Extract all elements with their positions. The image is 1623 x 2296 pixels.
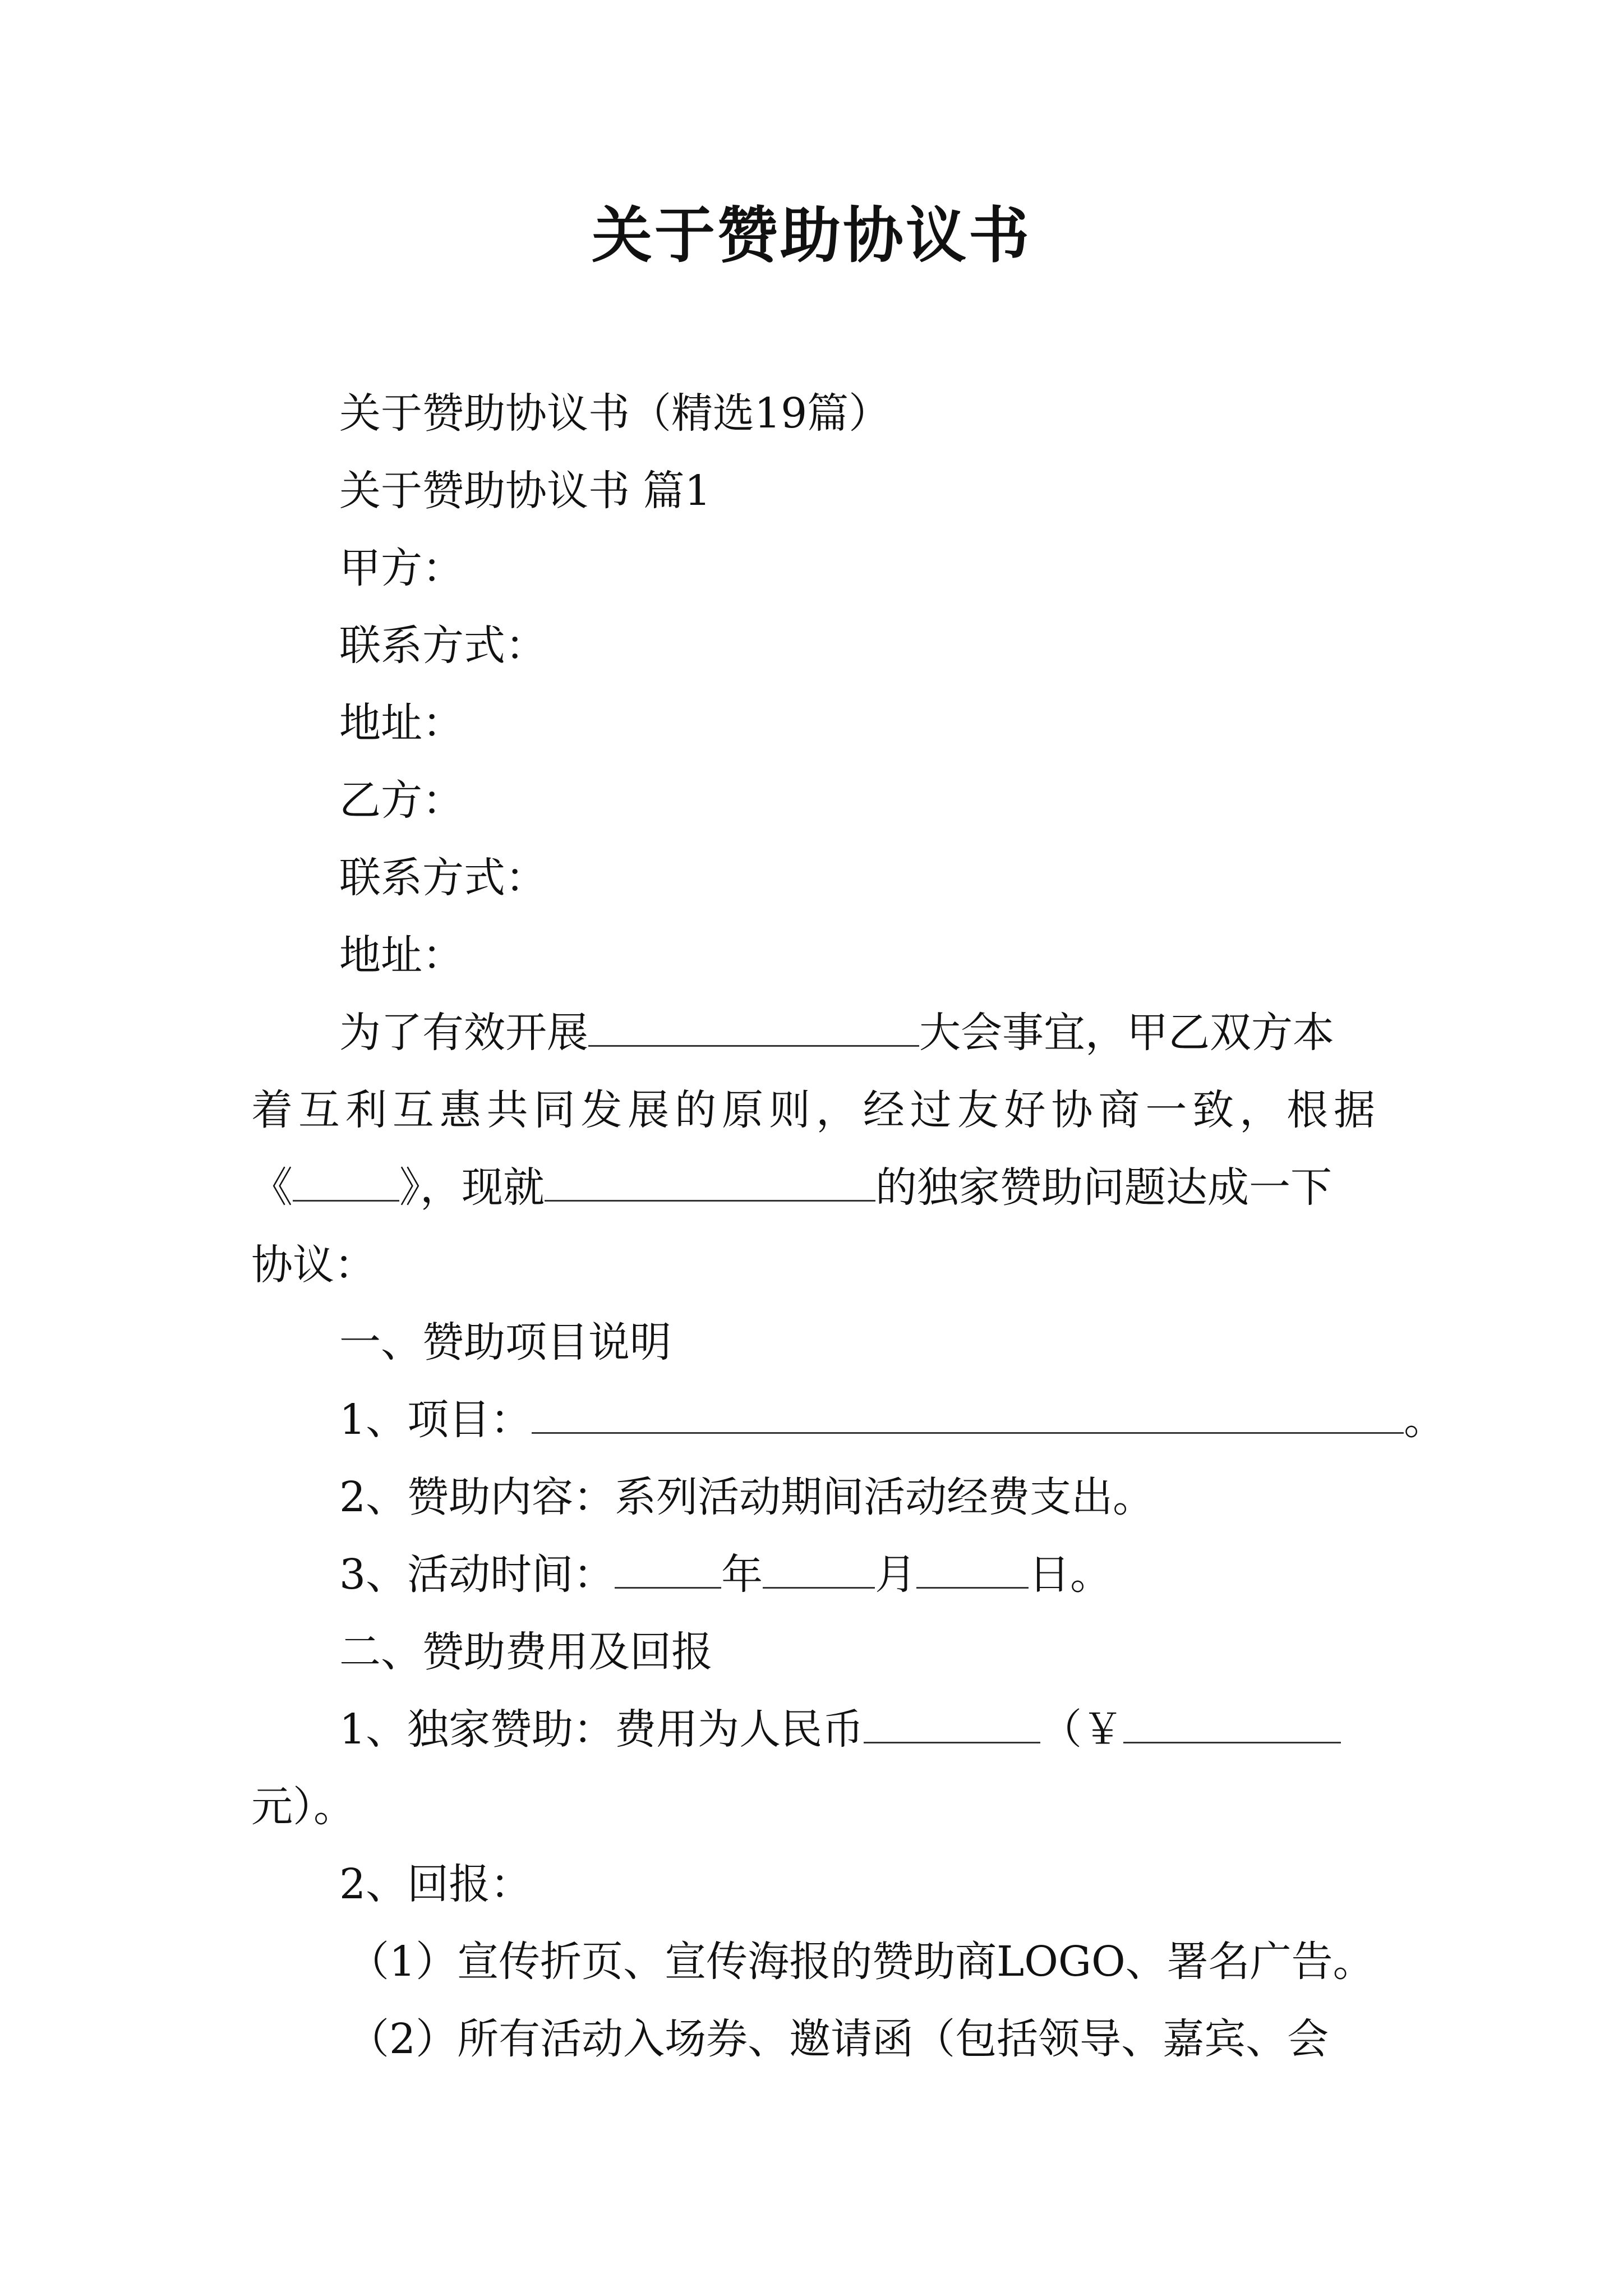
event-name-blank	[588, 1008, 919, 1047]
project-blank	[532, 1395, 1404, 1434]
month-blank	[763, 1550, 875, 1589]
party-b-address-label: 地址：	[339, 931, 464, 979]
intro-text: 的独家赞助问题达成一下	[875, 1163, 1332, 1212]
section-1-heading: 一、赞助项目说明	[339, 1318, 671, 1366]
party-b-contact-label: 联系方式：	[339, 854, 547, 902]
document-title: 关于赞助协议书	[591, 200, 1031, 271]
item-project-end: 。	[1404, 1396, 1446, 1444]
fee-amount-blank	[1123, 1705, 1341, 1743]
item-time	[0, 1547, 1623, 1603]
return-item-2: （2）所有活动入场券、邀请函（包括领导、嘉宾、会	[348, 2015, 1329, 2063]
fee-line	[0, 1701, 1623, 1757]
sponsor-subject-blank	[545, 1163, 875, 1202]
day-label: 日。	[1029, 1550, 1112, 1599]
return-label: 2、回报：	[339, 1860, 532, 1908]
party-b-label: 乙方：	[339, 776, 464, 825]
intro-paragraph-line-4: 协议：	[251, 1241, 376, 1289]
year-blank	[615, 1550, 721, 1589]
document-subtitle: 关于赞助协议书（精选19篇）	[339, 389, 891, 438]
item-project-label: 1、项目：	[339, 1396, 532, 1444]
fee-line-end: 元）。	[251, 1783, 355, 1831]
intro-text: 》，现就	[399, 1163, 545, 1212]
item-project	[0, 1392, 1623, 1448]
item-time-label: 3、活动时间：	[339, 1550, 615, 1599]
item-content: 2、赞助内容：系列活动期间活动经费支出。	[339, 1473, 1155, 1521]
chapter-heading: 关于赞助协议书 篇1	[339, 467, 711, 515]
intro-paragraph-line-3	[0, 1159, 1623, 1216]
intro-paragraph-line-1	[0, 1005, 1623, 1061]
section-2-heading: 二、赞助费用及回报	[339, 1628, 713, 1676]
party-a-label: 甲方：	[339, 544, 464, 592]
fee-label: 1、独家赞助：费用为人民币	[339, 1705, 864, 1754]
party-a-contact-label: 联系方式：	[339, 622, 547, 670]
agreement-name-blank	[293, 1163, 399, 1202]
year-label: 年	[721, 1550, 763, 1599]
intro-text: 为了有效开展	[339, 1009, 588, 1057]
fee-paren: （￥	[1040, 1705, 1124, 1754]
day-blank	[916, 1550, 1029, 1589]
intro-text: 《	[251, 1163, 293, 1212]
intro-text: 大会事宜，甲乙双方本	[919, 1009, 1334, 1057]
party-a-address-label: 地址：	[339, 699, 464, 747]
intro-text: 着互利互惠共同发展的原则，经过友好协商一致，根据	[251, 1086, 1375, 1134]
fee-rmb-blank	[864, 1705, 1040, 1743]
intro-paragraph-line-2	[0, 1082, 1623, 1138]
month-label: 月	[875, 1550, 917, 1599]
return-item-1: （1）宣传折页、宣传海报的赞助商LOGO、署名广告。	[348, 1938, 1375, 1986]
